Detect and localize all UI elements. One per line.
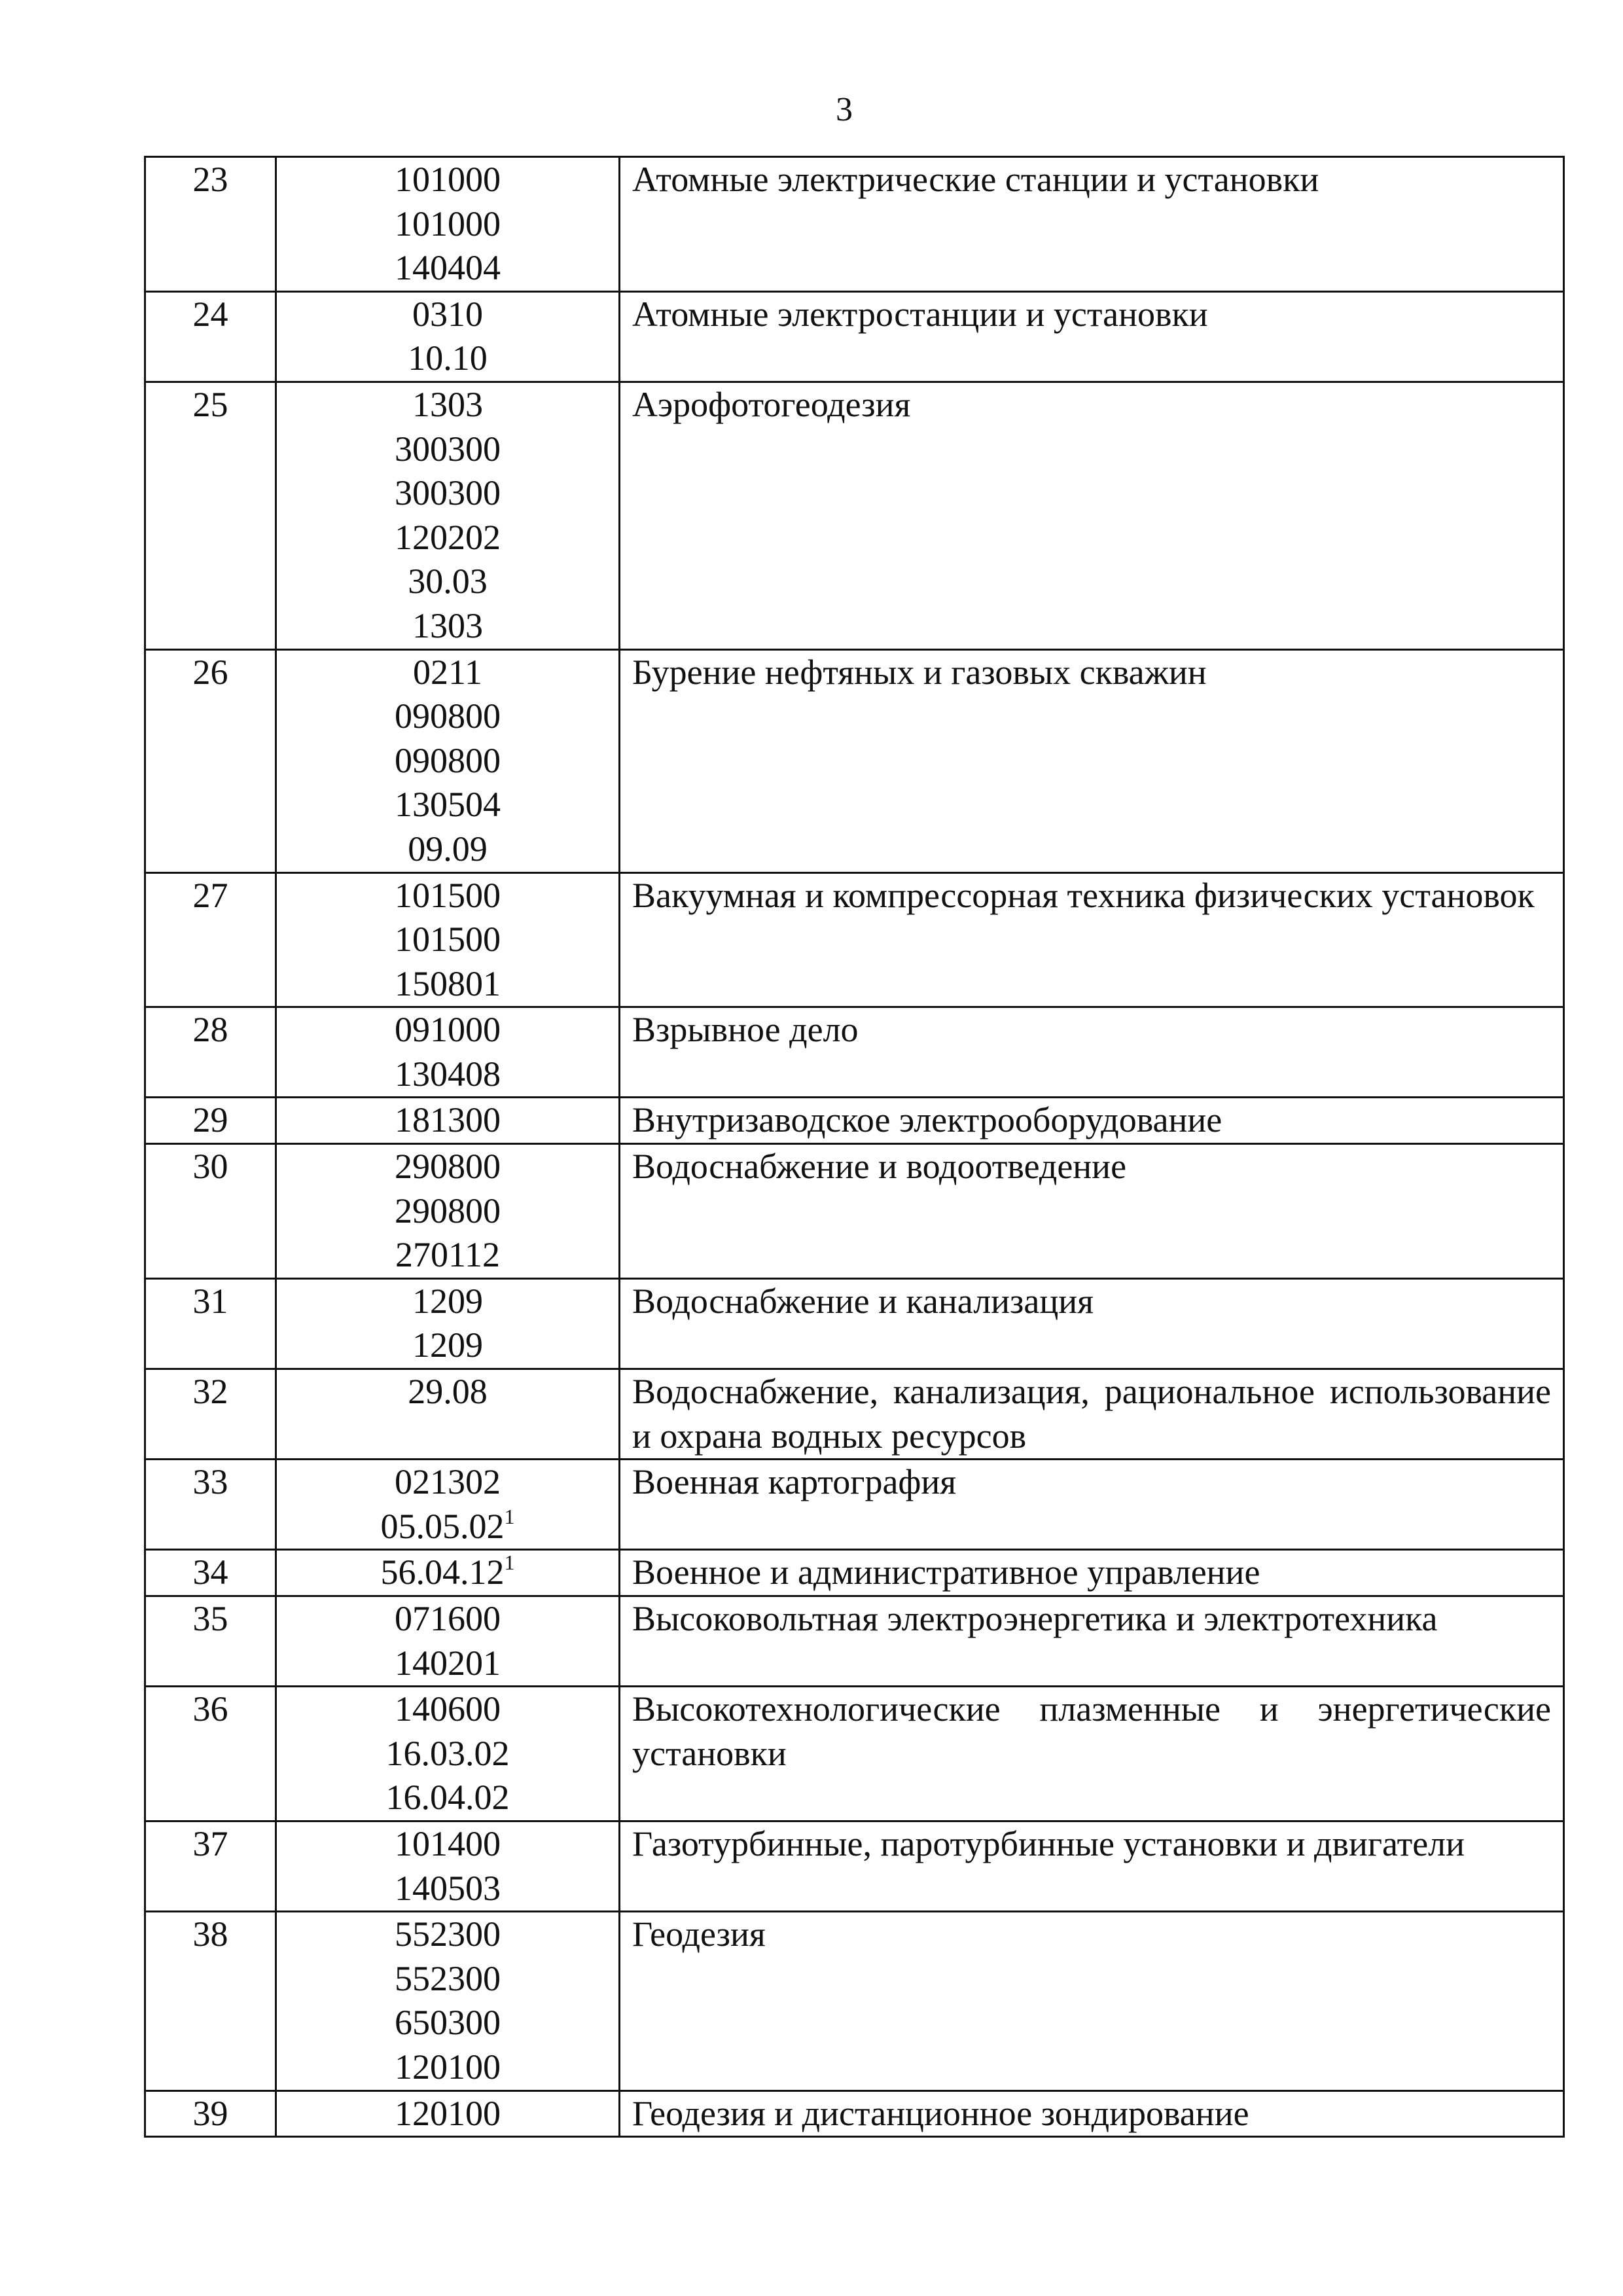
code-value: 290800 <box>395 1191 501 1230</box>
specialty-codes <box>276 1278 620 1369</box>
specialty-code <box>289 604 607 649</box>
specialty-codes <box>276 1912 620 2090</box>
code-value: 552300 <box>395 1958 501 1998</box>
specialty-name: Газотурбинные, паротурбинные установки и двигатели <box>620 1821 1564 1911</box>
specialty-name: Высоковольтная электроэнергетика и электротехника <box>620 1596 1564 1687</box>
specialty-code <box>289 383 607 427</box>
specialty-name: Бурение нефтяных и газовых скважин <box>620 649 1564 872</box>
specialty-name: Атомные электрические станции и установки <box>620 157 1564 292</box>
code-value: 29.08 <box>408 1372 488 1412</box>
specialty-codes <box>276 1098 620 1144</box>
specialty-code <box>289 2045 607 2090</box>
row-number: 30 <box>145 1144 276 1279</box>
code-value: 120202 <box>395 517 501 557</box>
specialty-code <box>289 560 607 604</box>
specialty-code <box>289 1822 607 1867</box>
footnote-marker: 1 <box>504 1504 515 1528</box>
specialty-code <box>289 2001 607 2045</box>
specialty-codes <box>276 291 620 382</box>
specialty-code <box>289 1052 607 1097</box>
code-value: 1303 <box>412 605 483 645</box>
specialty-code <box>289 158 607 202</box>
code-value: 181300 <box>395 1100 501 1140</box>
specialty-code <box>289 246 607 291</box>
table-row <box>145 872 1564 1007</box>
specialty-codes <box>276 382 620 649</box>
specialty-code <box>289 739 607 783</box>
row-number: 35 <box>145 1596 276 1687</box>
specialty-codes <box>276 1007 620 1098</box>
specialty-code <box>289 1008 607 1052</box>
specialty-codes <box>276 1596 620 1687</box>
row-number: 28 <box>145 1007 276 1098</box>
table-row <box>145 1144 1564 1279</box>
code-value: 130504 <box>395 785 501 825</box>
specialty-code <box>289 1098 607 1143</box>
specialty-name: Водоснабжение и канализация <box>620 1278 1564 1369</box>
row-number: 38 <box>145 1912 276 2090</box>
code-value: 101500 <box>395 875 501 915</box>
specialty-code <box>289 1233 607 1278</box>
specialty-codes <box>276 1460 620 1550</box>
code-value: 120100 <box>395 2047 501 2087</box>
code-value: 30.03 <box>408 562 488 601</box>
specialty-name: Взрывное дело <box>620 1007 1564 1098</box>
table-row <box>145 1007 1564 1098</box>
code-value: 300300 <box>395 429 501 469</box>
specialty-codes <box>276 1144 620 1279</box>
code-value: 1209 <box>412 1325 483 1365</box>
specialty-code <box>289 651 607 695</box>
code-value: 150801 <box>395 963 501 1003</box>
table-row <box>145 291 1564 382</box>
specialty-code <box>289 1280 607 1324</box>
specialty-code <box>289 293 607 337</box>
code-value: 091000 <box>395 1010 501 1050</box>
row-number: 25 <box>145 382 276 649</box>
code-value: 552300 <box>395 1914 501 1954</box>
specialty-code <box>289 471 607 516</box>
code-value: 16.03.02 <box>385 1733 510 1773</box>
specialty-name: Военное и административное управление <box>620 1550 1564 1596</box>
table-row <box>145 1369 1564 1460</box>
specialty-codes <box>276 1687 620 1821</box>
specialty-code <box>289 516 607 560</box>
specialty-code <box>289 1460 607 1505</box>
code-value: 290800 <box>395 1147 501 1187</box>
row-number: 36 <box>145 1687 276 1821</box>
row-number: 23 <box>145 157 276 292</box>
code-value: 1303 <box>412 384 483 424</box>
code-value: 1209 <box>412 1281 483 1321</box>
code-value: 05.05.02 <box>380 1506 505 1546</box>
specialty-codes <box>276 649 620 872</box>
specialty-name: Внутризаводское электрооборудование <box>620 1098 1564 1144</box>
code-value: 0211 <box>413 652 482 692</box>
table-row <box>145 1912 1564 2090</box>
specialty-code <box>289 827 607 872</box>
table-row <box>145 1687 1564 1821</box>
code-value: 021302 <box>395 1462 501 1502</box>
specialty-code <box>289 962 607 1007</box>
table-row <box>145 1278 1564 1369</box>
code-value: 16.04.02 <box>385 1778 510 1818</box>
row-number: 27 <box>145 872 276 1007</box>
specialty-codes <box>276 157 620 292</box>
specialty-codes <box>276 1550 620 1596</box>
row-number: 26 <box>145 649 276 872</box>
specialty-codes <box>276 2090 620 2137</box>
specialty-code <box>289 1189 607 1234</box>
specialty-code <box>289 1505 607 1549</box>
code-value: 090800 <box>395 696 501 736</box>
specialty-code <box>289 1912 607 1957</box>
specialty-name: Военная картография <box>620 1460 1564 1550</box>
specialty-code <box>289 1641 607 1686</box>
code-value: 56.04.12 <box>380 1552 505 1592</box>
specialty-code <box>289 336 607 381</box>
code-value: 101500 <box>395 920 501 960</box>
specialty-code <box>289 1776 607 1820</box>
specialty-name: Водоснабжение и водоотведение <box>620 1144 1564 1279</box>
code-value: 0310 <box>412 294 483 334</box>
specialty-table <box>144 156 1565 2138</box>
code-value: 130408 <box>395 1054 501 1094</box>
code-value: 101000 <box>395 160 501 199</box>
specialty-code <box>289 427 607 472</box>
specialty-name: Атомные электростанции и установки <box>620 291 1564 382</box>
row-number: 37 <box>145 1821 276 1911</box>
specialty-name: Водоснабжение, канализация, рациональное использование и охрана водных ресурсов <box>620 1369 1564 1460</box>
code-value: 650300 <box>395 2003 501 2043</box>
code-value: 300300 <box>395 473 501 513</box>
specialty-code <box>289 918 607 962</box>
table-body <box>145 157 1564 2137</box>
specialty-code <box>289 1323 607 1368</box>
table-row <box>145 382 1564 649</box>
specialty-name: Аэрофотогеодезия <box>620 382 1564 649</box>
code-value: 140404 <box>395 248 501 288</box>
specialty-name: Высокотехнологические плазменные и энергетические установки <box>620 1687 1564 1821</box>
code-value: 10.10 <box>408 338 488 378</box>
code-value: 270112 <box>395 1235 500 1275</box>
table-row <box>145 2090 1564 2137</box>
specialty-code <box>289 1370 607 1414</box>
table-row <box>145 649 1564 872</box>
specialty-code <box>289 874 607 918</box>
row-number: 39 <box>145 2090 276 2137</box>
table-row <box>145 157 1564 292</box>
row-number: 32 <box>145 1369 276 1460</box>
specialty-code <box>289 1145 607 1189</box>
table-row <box>145 1098 1564 1144</box>
table-row <box>145 1550 1564 1596</box>
code-value: 140201 <box>395 1643 501 1683</box>
specialty-name: Геодезия и дистанционное зондирование <box>620 2090 1564 2137</box>
table-row <box>145 1821 1564 1911</box>
specialty-name: Вакуумная и компрессорная техника физических установок <box>620 872 1564 1007</box>
specialty-codes <box>276 1369 620 1460</box>
table-row <box>145 1460 1564 1550</box>
specialty-codes <box>276 1821 620 1911</box>
specialty-code <box>289 1597 607 1641</box>
code-value: 09.09 <box>408 829 488 869</box>
specialty-code <box>289 1687 607 1732</box>
specialty-codes <box>276 872 620 1007</box>
row-number: 31 <box>145 1278 276 1369</box>
row-number: 34 <box>145 1550 276 1596</box>
page-number: 3 <box>836 91 853 128</box>
code-value: 101000 <box>395 204 501 243</box>
code-value: 140600 <box>395 1689 501 1729</box>
specialty-code <box>289 1551 607 1595</box>
row-number: 29 <box>145 1098 276 1144</box>
specialty-code <box>289 694 607 739</box>
specialty-code <box>289 202 607 247</box>
specialty-code <box>289 2092 607 2136</box>
code-value: 120100 <box>395 2093 501 2133</box>
footnote-marker: 1 <box>504 1551 515 1575</box>
row-number: 24 <box>145 291 276 382</box>
specialty-name: Геодезия <box>620 1912 1564 2090</box>
row-number: 33 <box>145 1460 276 1550</box>
specialty-code <box>289 1732 607 1776</box>
specialty-code <box>289 1957 607 2001</box>
table-row <box>145 1596 1564 1687</box>
specialty-code <box>289 783 607 827</box>
code-value: 101400 <box>395 1823 501 1863</box>
code-value: 140503 <box>395 1868 501 1908</box>
specialty-code <box>289 1867 607 1911</box>
code-value: 071600 <box>395 1599 501 1638</box>
code-value: 090800 <box>395 740 501 780</box>
